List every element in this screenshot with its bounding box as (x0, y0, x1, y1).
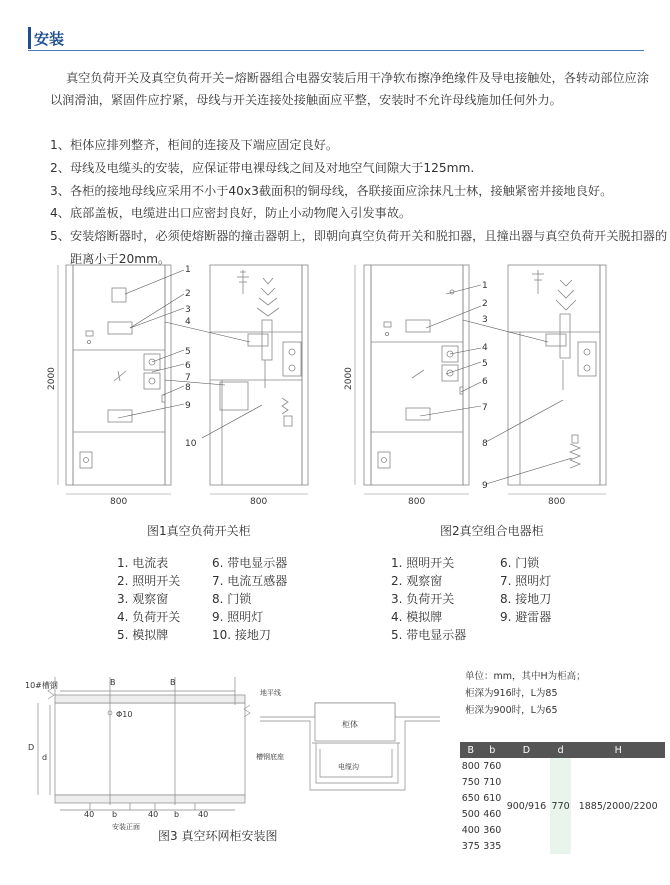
fig1-legend-item: 9. 照明灯 (212, 610, 264, 624)
fig1-legend-item: 4. 负荷开关 (117, 610, 181, 624)
cell-H: 1885/2000/2200 (578, 800, 658, 812)
dimension-table (460, 742, 665, 854)
fig1-legend-item: 5. 模拟牌 (117, 628, 169, 642)
fig1-height-label: 2000 (47, 367, 57, 390)
fig1-callout-3: 3 (185, 305, 191, 315)
fig3-D-label: D (28, 743, 35, 752)
fig2-front-view (364, 265, 469, 485)
intro-text: 真空负荷开关及真空负荷开关−熔断器组合电器安装后用干净软布擦净绝缘件及导电接触处，各转动部位应涂以润滑油，紧固件应拧紧，母线与开关连接处接触面应平整，安装时不允许母线施加任何外力。 (50, 71, 650, 107)
fig2-legend-col1 (391, 554, 466, 644)
fig1-callout-10: 10 (185, 439, 197, 449)
cell-B: 650 (461, 792, 480, 804)
header-H: H (571, 742, 665, 758)
step-5: 5、安装熔断器时，必须使熔断器的撞击器朝上，即朝向真空负荷开关和脱扣器，且撞出器与真空负荷开关脱扣器的 (50, 229, 668, 244)
fig1-legend-item: 1. 电流表 (117, 556, 169, 570)
fig1-callout-5: 5 (185, 347, 191, 357)
fig1-legend-item: 10. 接地刀 (212, 628, 271, 642)
fig1-front-width-label: 800 (110, 497, 128, 507)
step-1: 1、柜体应排列整齐，柜间的连接及下端应固定良好。 (50, 138, 339, 152)
fig3-front-label: 安装正面 (112, 823, 140, 831)
fig2-legend-item: 5. 带电显示器 (391, 628, 467, 642)
units-note (465, 668, 586, 719)
fig2-legend-item: 6. 门锁 (500, 556, 540, 570)
fig2-side-width-label: 800 (548, 497, 566, 507)
fig1-callout-1: 1 (185, 265, 191, 275)
fig2-legend-item: 9. 避雷器 (500, 610, 552, 624)
header-D: D (503, 742, 550, 758)
fig1-callout-8: 8 (185, 383, 191, 393)
fig3-section-view (260, 703, 440, 790)
fig1-callout-6: 6 (185, 361, 191, 371)
fig2-callout-5: 5 (482, 359, 488, 369)
fig3-caption: 图3 真空环网柜安装图 (158, 829, 278, 843)
header-B: B (460, 742, 482, 758)
fig2-side-view (508, 265, 606, 485)
header-d: d (550, 742, 572, 758)
fig1-legend-item: 2. 照明开关 (117, 574, 181, 588)
step-2: 2、母线及电缆头的安装，应保证带电裸母线之间及对地空气间隙大于125mm. (50, 160, 475, 175)
section-divider (28, 50, 644, 51)
fig3-B-label-1: B (110, 678, 116, 687)
section-title: 安装 (34, 30, 65, 48)
fig2-callout-3: 3 (482, 315, 488, 325)
cell-B: 800 (461, 760, 480, 772)
fig1-legend-col2 (212, 554, 287, 644)
fig3-forty-3: 40 (198, 810, 209, 819)
units-line: 柜深为900时，L为65 (465, 705, 558, 716)
fig3-plan-view (38, 677, 250, 810)
table-row (460, 758, 665, 774)
cell-B: 750 (461, 776, 480, 788)
fig3-cabinet-label: 柜体 (342, 720, 358, 729)
fig2-callout-4: 4 (482, 343, 488, 353)
fig2-legend-item: 7. 照明灯 (500, 574, 552, 588)
cell-b: 760 (483, 760, 502, 772)
fig1-legend-col1 (117, 554, 180, 644)
fig3-b-label-1: b (112, 810, 118, 819)
fig1-side-view (210, 265, 308, 485)
fig2-callout-1: 1 (482, 281, 488, 291)
cell-b: 610 (483, 792, 502, 804)
header-b: b (482, 742, 504, 758)
intro-paragraph (50, 67, 650, 111)
cell-b: 360 (483, 824, 502, 836)
fig3-trench-label: 电缆沟 (338, 763, 359, 771)
fig2-height-label: 2000 (344, 367, 354, 390)
fig3-b-label-2: b (174, 810, 180, 819)
fig1-callout-2: 2 (185, 289, 191, 299)
cell-B: 375 (461, 840, 480, 852)
fig1-legend-item: 7. 电流互感器 (212, 574, 288, 588)
table-header-row (460, 742, 665, 758)
fig2-legend-item: 4. 模拟牌 (391, 610, 443, 624)
cell-B: 500 (461, 808, 480, 820)
fig3-d-label: d (42, 753, 48, 762)
fig2-legend-item: 3. 负荷开关 (391, 592, 455, 606)
fig3-forty-2: 40 (148, 810, 159, 819)
fig2-front-width-label: 800 (408, 497, 426, 507)
units-line: 柜深为916时，L为85 (465, 688, 558, 699)
fig2-callout-7: 7 (482, 403, 488, 413)
fig2-callout-9: 9 (482, 481, 488, 491)
units-line: 单位：mm，其中H为柜高； (465, 671, 586, 682)
fig3-base-label: 槽钢底座 (256, 753, 284, 761)
fig1-callout-9: 9 (185, 401, 191, 411)
cell-D: 900/916 (506, 800, 547, 812)
cell-b: 710 (483, 776, 502, 788)
fig3-channel-label: 10#槽钢 (25, 681, 58, 690)
step-3: 3、各柜的接地母线应采用不小于40x3截面积的铜母线，各联接面应涂抹凡士林，接触紧密并接地良好。 (50, 183, 613, 198)
fig1-front-view (66, 265, 171, 485)
fig1-caption: 图1真空负荷开关柜 (147, 524, 251, 538)
cell-b: 460 (483, 808, 502, 820)
step-4: 4、底部盖板，电缆进出口应密封良好，防止小动物爬入引发事故。 (50, 206, 412, 221)
cabinet-drawings (0, 250, 670, 550)
fig3-installation-drawing (20, 665, 450, 850)
fig1-legend-item: 8. 门锁 (212, 592, 252, 606)
step-5-continued: 距离小于20mm。 (70, 251, 171, 266)
section-accent-bar (28, 27, 31, 49)
cell-d: 770 (550, 758, 572, 854)
fig2-caption: 图2真空组合电器柜 (440, 524, 544, 538)
cell-b: 335 (483, 840, 502, 852)
fig3-hole-label: Φ10 (116, 710, 133, 719)
fig1-legend-item: 6. 带电显示器 (212, 556, 288, 570)
fig1-callout-7: 7 (185, 373, 191, 383)
fig2-callout-8: 8 (482, 439, 488, 449)
fig3-ground-label: 地平线 (260, 689, 281, 697)
fig3-forty-1: 40 (84, 810, 95, 819)
fig2-legend-item: 1. 照明开关 (391, 556, 455, 570)
fig2-legend-item: 2. 观察窗 (391, 574, 443, 588)
fig1-callout-4: 4 (185, 317, 191, 327)
cell-B: 400 (461, 824, 480, 836)
fig1-legend-item: 3. 观察窗 (117, 592, 169, 606)
fig1-side-width-label: 800 (250, 497, 268, 507)
fig2-callout-2: 2 (482, 299, 488, 309)
fig3-B-label-2: B (170, 678, 176, 687)
fig2-legend-item: 8. 接地刀 (500, 592, 552, 606)
fig2-legend-col2 (500, 554, 551, 626)
dimension-lines (58, 265, 606, 494)
fig2-callout-6: 6 (482, 377, 488, 387)
